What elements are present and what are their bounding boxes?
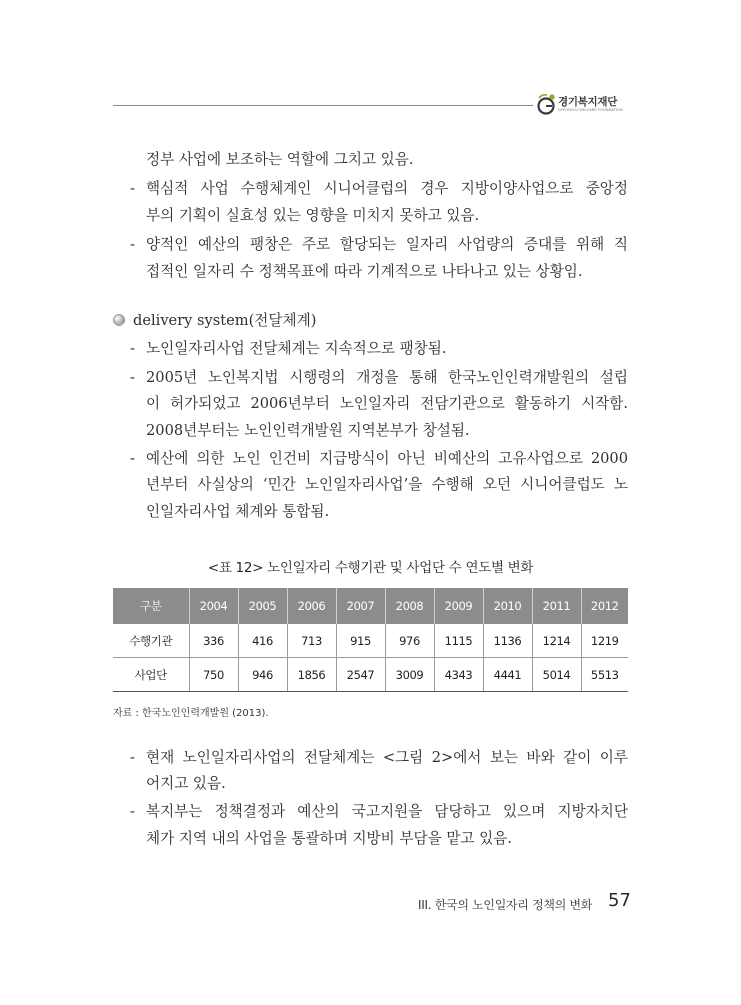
table-source-note: 자료 : 한국노인인력개발원 (2013). xyxy=(113,708,269,719)
table-row xyxy=(113,658,628,692)
text-line: 접적인 일자리 수 정책목표에 따라 기계적으로 나타나고 있는 상황임. xyxy=(146,263,583,280)
table-cell: 4343 xyxy=(434,658,483,692)
table-cell: 416 xyxy=(238,624,287,658)
table-header-cell: 2009 xyxy=(434,588,483,624)
table-cell: 713 xyxy=(287,624,336,658)
table-cell: 3009 xyxy=(385,658,434,692)
table-cell: 336 xyxy=(189,624,238,658)
text-line: 이 허가되었고 2006년부터 노인일자리 전담기관으로 활동하기 시작함. xyxy=(146,395,628,412)
text-line: 복지부는 정책결정과 예산의 국고지원을 담당하고 있으며 지방자치단 xyxy=(146,803,628,820)
table-cell: 750 xyxy=(189,658,238,692)
text-line: 2008년부터는 노인인력개발원 지역본부가 창설됨. xyxy=(146,422,470,439)
table-cell: 1115 xyxy=(434,624,483,658)
logo-subtitle: GYEONGGI WELFARE FOUNDATION xyxy=(558,108,623,112)
text-line: 현재 노인일자리사업의 전달체계는 <그림 2>에서 보는 바와 같이 이루 xyxy=(146,749,628,766)
list-dash: - xyxy=(130,180,135,197)
table-caption: <표 12> 노인일자리 수행기관 및 사업단 수 연도별 변화 xyxy=(207,560,534,576)
data-table xyxy=(113,588,628,692)
table-cell: 1136 xyxy=(483,624,532,658)
table-cell: 5513 xyxy=(581,658,628,692)
table-row xyxy=(113,624,628,658)
header-rule xyxy=(113,105,533,106)
table-header-cell: 2008 xyxy=(385,588,434,624)
table-cell: 1214 xyxy=(532,624,581,658)
table-cell: 사업단 xyxy=(113,658,189,692)
table-header-cell: 2004 xyxy=(189,588,238,624)
list-dash: - xyxy=(130,450,135,467)
table-cell: 5014 xyxy=(532,658,581,692)
logo-title: 경기복지재단 xyxy=(558,96,618,108)
table-cell: 976 xyxy=(385,624,434,658)
table-header-cell: 2010 xyxy=(483,588,532,624)
logo-mark-icon xyxy=(536,92,558,118)
table-cell: 915 xyxy=(336,624,385,658)
table-header-cell: 2011 xyxy=(532,588,581,624)
text-line: 핵심적 사업 수행체계인 시니어클럽의 경우 지방이양사업으로 중앙정 xyxy=(146,180,628,197)
table-cell: 1856 xyxy=(287,658,336,692)
text-line: 2005년 노인복지법 시행령의 개정을 통해 한국노인인력개발원의 설립 xyxy=(146,369,628,386)
section-bullet-icon xyxy=(112,313,126,327)
list-dash: - xyxy=(130,340,135,357)
table-cell: 1219 xyxy=(581,624,628,658)
text-line: 정부 사업에 보조하는 역할에 그치고 있음. xyxy=(146,151,414,168)
list-dash: - xyxy=(130,369,135,386)
table-cell: 946 xyxy=(238,658,287,692)
table-header-cell: 2012 xyxy=(581,588,628,624)
table-header-cell: 2007 xyxy=(336,588,385,624)
table-cell: 4441 xyxy=(483,658,532,692)
page-number: 57 xyxy=(608,890,631,911)
table-header-cell: 구분 xyxy=(113,588,189,624)
list-dash: - xyxy=(130,803,135,820)
table-cell: 2547 xyxy=(336,658,385,692)
text-line: 노인일자리사업 전달체계는 지속적으로 팽창됨. xyxy=(146,340,447,357)
footer-chapter-title: III. 한국의 노인일자리 정책의 변화 xyxy=(418,898,593,912)
text-line: 년부터 사실상의 ‘민간 노인일자리사업’을 수행해 오던 시니어클럽도 노 xyxy=(146,476,628,493)
table-header-row xyxy=(113,588,628,624)
text-line: 예산에 의한 노인 인건비 지급방식이 아닌 비예산의 고유사업으로 2000 xyxy=(146,450,628,467)
table-cell: 수행기관 xyxy=(113,624,189,658)
section-heading: delivery system(전달체계) xyxy=(133,312,317,329)
text-line: 부의 기획이 실효성 있는 영향을 미치지 못하고 있음. xyxy=(146,207,480,224)
list-dash: - xyxy=(130,236,135,253)
text-line: 어지고 있음. xyxy=(146,775,226,792)
text-line: 인일자리사업 체계와 통합됨. xyxy=(146,503,330,520)
foundation-logo xyxy=(536,92,632,118)
table-header-cell: 2005 xyxy=(238,588,287,624)
list-dash: - xyxy=(130,749,135,766)
text-line: 체가 지역 내의 사업을 통괄하며 지방비 부담을 맡고 있음. xyxy=(146,830,512,847)
table-header-cell: 2006 xyxy=(287,588,336,624)
text-line: 양적인 예산의 팽창은 주로 할당되는 일자리 사업량의 증대를 위해 직 xyxy=(146,236,628,253)
